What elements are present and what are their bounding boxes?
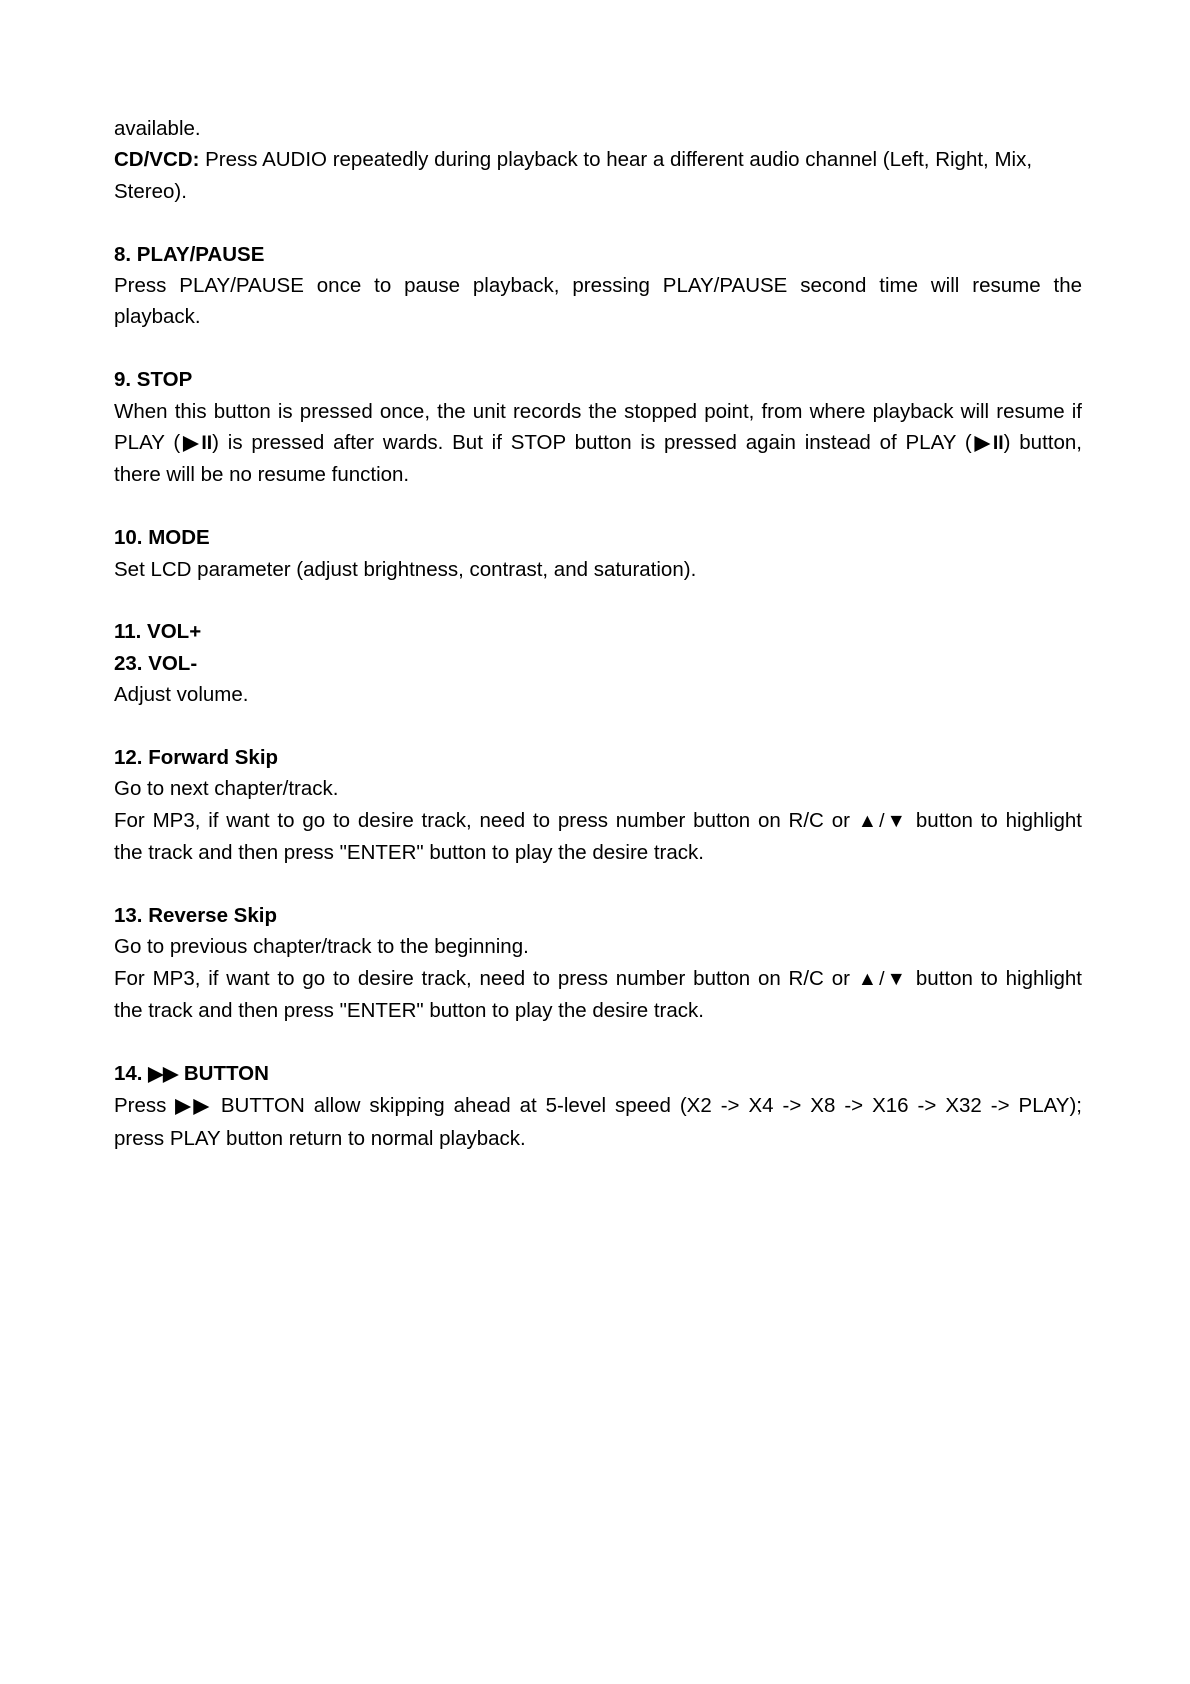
up-down-arrows-icon: ▲/▼ [857,967,909,990]
play-pause-line-1: Press PLAY/PAUSE once to pause playback, pressing PLAY/PAUSE second time will resume the [114,274,1082,298]
heading-mode: 10. MODE [114,526,210,550]
stop-line-2 [114,427,1082,459]
forward-skip-line-2-part-b: button to highlight [908,808,1083,832]
forward-skip-line-2-part-a: For MP3, if want to go to desire track, need to press number button on R/C or [114,808,858,832]
heading-reverse-skip: 13. Reverse Skip [114,904,277,928]
heading-stop: 9. STOP [114,368,193,392]
heading-play-pause: 8. PLAY/PAUSE [114,242,265,266]
stop-line-2-part-c: ) button, [1003,431,1082,455]
stop-line-1: When this button is pressed once, the unit records the stopped point, from where playback will resume if [114,399,1082,423]
stop-line-3: there will be no resume function. [114,463,410,487]
forward-skip-line-3: the track and then press "ENTER" button to play the desire track. [114,841,704,865]
play-pause-icon: ▶II [180,432,213,455]
reverse-skip-line-3: the track and then press "ENTER" button to play the desire track. [114,999,704,1023]
heading-vol-down: 23. VOL- [114,651,198,675]
heading-ff-button [114,1058,1082,1090]
ff-line-2: press PLAY button return to normal playback. [114,1126,526,1150]
forward-skip-line-2 [114,805,1082,837]
cdvcd-label: CD/VCD: [114,148,200,172]
heading-forward-skip: 12. Forward Skip [114,746,279,770]
reverse-skip-line-2-part-a: For MP3, if want to go to desire track, need to press number button on R/C or [114,966,858,990]
ff-heading-number: 14. [114,1062,143,1086]
reverse-skip-line-2 [114,963,1082,995]
reverse-skip-line-1: Go to previous chapter/track to the beginning. [114,935,529,959]
audio-line-stereo: Stereo). [114,179,187,203]
mode-line-1: Set LCD parameter (adjust brightness, contrast, and saturation). [114,557,697,581]
forward-skip-line-1: Go to next chapter/track. [114,777,339,801]
fast-forward-icon: ▶▶ [175,1095,212,1118]
cdvcd-text: Press AUDIO repeatedly during playback to hear a different audio channel (Left, Right, Mix, [199,148,1033,172]
play-pause-icon: ▶II [971,432,1004,455]
stop-line-2-part-b: ) is pressed after wards. But if STOP button is pressed again instead of PLAY ( [212,431,972,455]
audio-line-cdvcd [114,144,1082,175]
fast-forward-icon: ▶▶ [148,1063,179,1086]
ff-line-1-part-a: Press [114,1094,176,1118]
stop-line-2-part-a: PLAY ( [114,431,181,455]
ff-line-1 [114,1090,1082,1122]
heading-vol-up: 11. VOL+ [114,620,202,644]
reverse-skip-line-2-part-b: button to highlight [908,966,1083,990]
play-pause-line-2: playback. [114,305,201,329]
volume-line-1: Adjust volume. [114,683,249,707]
manual-text-body [114,113,1082,1154]
audio-line-available: available. [114,117,201,140]
ff-line-1-part-b: BUTTON allow skipping ahead at 5-level speed (X2 -> X4 -> X8 -> X16 -> X32 -> PLAY); [211,1094,1082,1118]
ff-heading-text: BUTTON [183,1062,269,1086]
up-down-arrows-icon: ▲/▼ [857,809,909,832]
